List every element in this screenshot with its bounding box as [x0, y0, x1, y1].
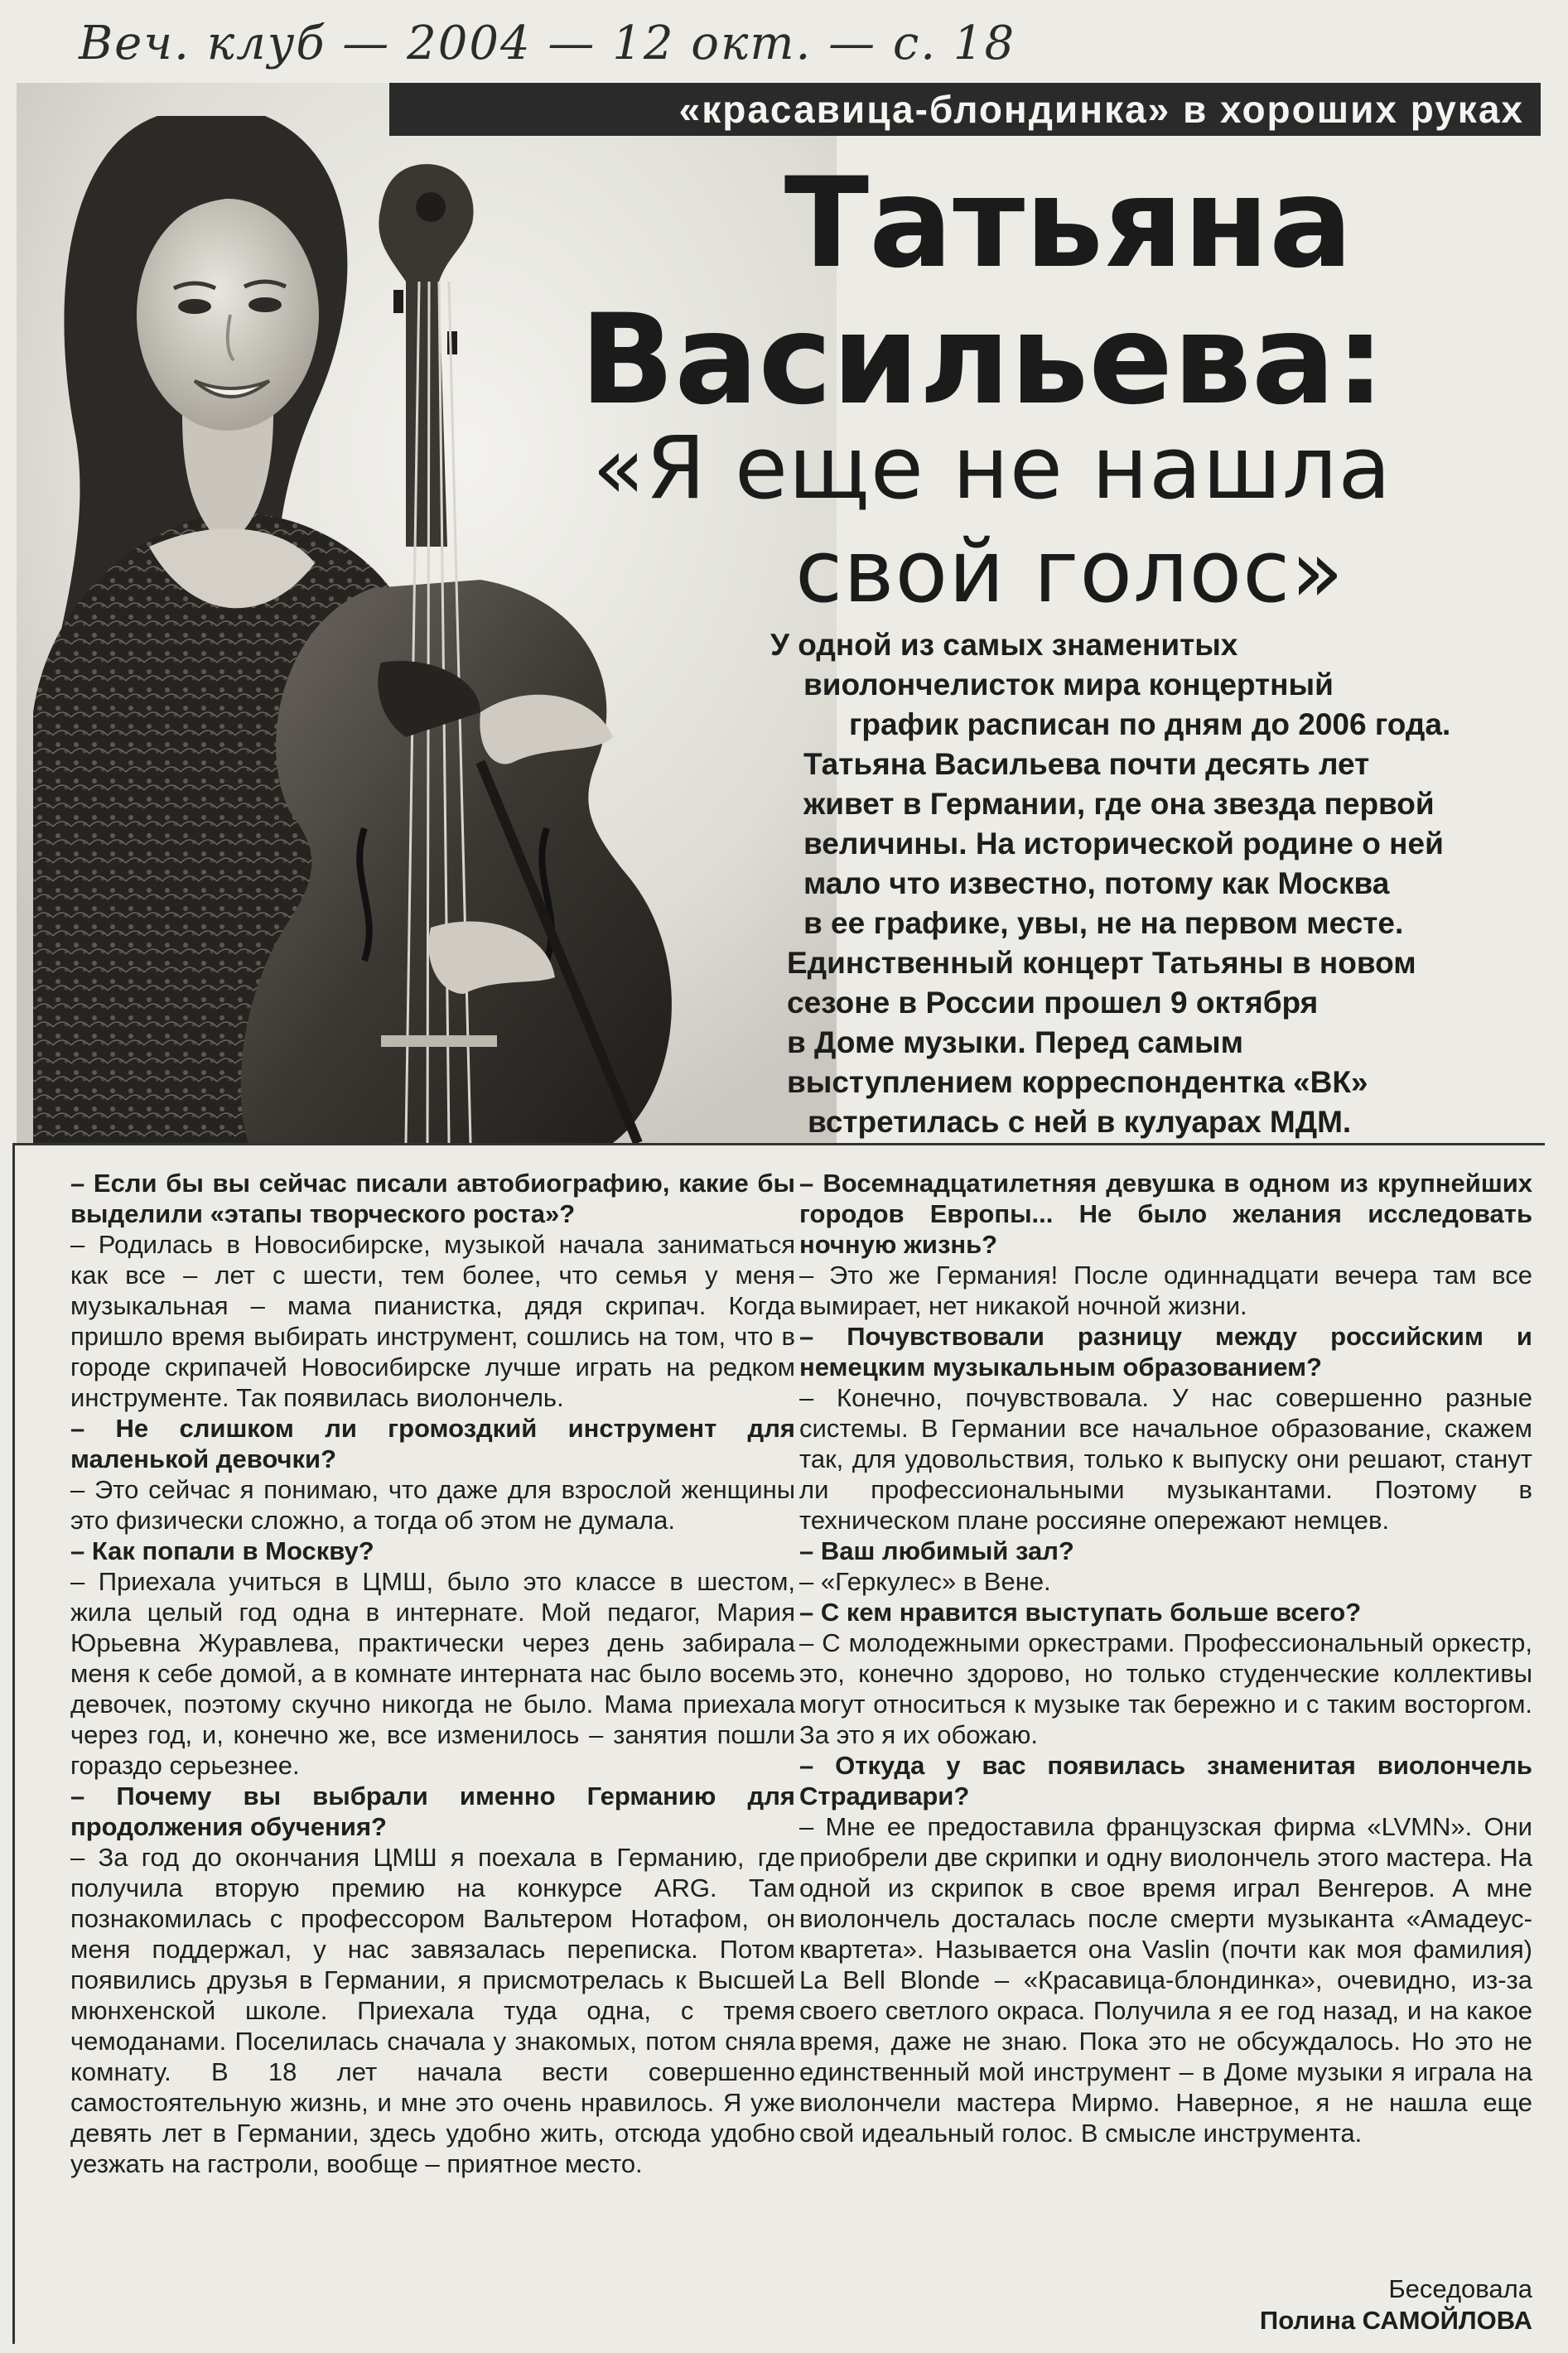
lead-line: сезоне в России прошел 9 октября — [787, 986, 1319, 1020]
interview-answer: – С молодежными оркестрами. Профессиональный оркестр, это, конечно здорово, но только студенческие коллективы могут относиться к музыке так бережно и с таким восторгом. За это я их обожаю. — [799, 1628, 1532, 1749]
interview-question: – Почувствовали разницу между российским и немецким музыкальным образованием? — [799, 1322, 1532, 1381]
interview-question: – Восемнадцатилетняя девушка в одном из крупнейших городов Европы... Не было желания исследовать ночную жизнь? — [799, 1169, 1532, 1259]
interview-question: – Не слишком ли громоздкий инструмент для маленькой девочки? — [70, 1414, 795, 1473]
interview-answer: – Это сейчас я понимаю, что даже для взрослой женщины это физически сложно, а тогда об этом не думала. — [70, 1475, 795, 1535]
lead-line: Единственный концерт Татьяны в новом — [787, 946, 1416, 980]
lead-paragraph — [770, 625, 1541, 1142]
interview-answer: – Родилась в Новосибирске, музыкой начала заниматься как все – лет с шести, тем более, что семья у меня музыкальная – мама пианистка, дядя скрипач. Когда пришло время выбирать инструмент, сошлись на том, что в городе скрипачей Новосибирске лучше играть на редком инструменте. Так появилась виолончель. — [70, 1230, 795, 1412]
byline-role: Беседовала — [1388, 2274, 1532, 2303]
lead-line: мало что известно, потому как Москва — [803, 866, 1390, 900]
lead-line: У одной из самых знаменитых — [770, 628, 1238, 662]
lead-line: живет в Германии, где она звезда первой — [803, 787, 1435, 821]
interview-question: – Как попали в Москву? — [70, 1536, 374, 1565]
interview-question: – Почему вы выбрали именно Германию для продолжения обучения? — [70, 1782, 795, 1841]
interview-answer: – Конечно, почувствовала. У нас совершенно разные системы. В Германии все начальное образование, скажем так, для удовольствия, только к выпуску они решают, станут ли профессиональными музыкантами. Поэтому в техническом плане россияне опережают немцев. — [799, 1383, 1532, 1535]
lead-line: виолончелисток мира концертный — [803, 668, 1334, 702]
interview-question: – Если бы вы сейчас писали автобиографию, какие бы выделили «этапы творческого роста»? — [70, 1169, 795, 1228]
interview-question: – С кем нравится выступать больше всего? — [799, 1598, 1362, 1627]
lead-line: Татьяна Васильева почти десять лет — [803, 747, 1370, 781]
interview-question: – Ваш любимый зал? — [799, 1536, 1074, 1565]
interview-answer: – Мне ее предоставила французская фирма «LVMN». Они приобрели две скрипки и одну виолончель этого мастера. На одной из скрипок в свое время играл Венгеров. А мне виолончель досталась после смерти музыканта «Амадеус-квартета». Называется она Vaslin (почти как моя фамилия) La Bell Blonde – «Красавица-блондинка», очевидно, из-за своего светлого окраса. Получила я ее год назад, и на какое время, даже не знаю. Пока это не обсуждалось. Но это не единственный мой инструмент – в Доме музыки я играла на виолончели мастера Мирмо. Наверное, я не нашла еще свой идеальный голос. В смысле инструмента. — [799, 1812, 1532, 2148]
lead-line: выступлением корреспондентка «ВК» — [787, 1065, 1368, 1099]
interview-question: – Откуда у вас появилась знаменитая виолончель Страдивари? — [799, 1751, 1532, 1811]
interview-answer: – «Геркулес» в Вене. — [799, 1567, 1051, 1596]
interview-answer: – Это же Германия! После одиннадцати вечера там все вымирает, нет никакой ночной жизни. — [799, 1261, 1532, 1320]
headline-quote-line-2: свой голос» — [795, 521, 1344, 622]
headline-name-first: Татьяна — [784, 152, 1353, 296]
byline — [1143, 2273, 1532, 2336]
lead-line: график расписан по дням до 2006 года. — [849, 707, 1451, 741]
rubric-bar: «красавица-блондинка» в хороших руках — [389, 83, 1541, 136]
lead-line: в Доме музыки. Перед самым — [787, 1025, 1244, 1059]
interview-column-right — [799, 1168, 1532, 2148]
interview-column-left — [70, 1168, 795, 2179]
lead-line: встретилась с ней в кулуарах МДМ. — [808, 1105, 1352, 1139]
divider-vertical — [12, 1143, 15, 2344]
byline-author: Полина САМОЙЛОВА — [1259, 2306, 1532, 2335]
lead-line: величины. На исторической родине о ней — [803, 827, 1444, 861]
lead-line: в ее графике, увы, не на первом месте. — [803, 906, 1404, 940]
divider-horizontal — [12, 1143, 1545, 1145]
handwritten-note: Веч. клуб — 2004 — 12 окт. — с. 18 — [79, 17, 1016, 70]
interview-answer: – За год до окончания ЦМШ я поехала в Германию, где получила вторую премию на конкурсе ARG. Там познакомилась с профессором Вальтером Нотафом, он меня поддержал, у нас завязалась переписка. Потом появились друзья в Германии, я присмотрелась к Высшей мюнхенской школе. Приехала туда одна, с тремя чемоданами. Поселилась сначала у знакомых, потом сняла комнату. В 18 лет начала вести совершенно самостоятельную жизнь, и мне это очень нравилось. Я уже девять лет в Германии, здесь удобно жить, отсюда удобно уезжать на гастроли, вообще – приятное место. — [70, 1843, 795, 2178]
headline-quote-line-1: «Я еще не нашла — [592, 417, 1392, 518]
interview-answer: – Приехала учиться в ЦМШ, было это классе в шестом, жила целый год одна в интернате. Мой педагог, Мария Юрьевна Журавлева, практически через день забирала меня к себе домой, а в комнате интерната нас было восемь девочек, поэтому скучно никогда не было. Мама приехала через год, и, конечно же, все изменилось – занятия пошли гораздо серьезнее. — [70, 1567, 795, 1780]
headline-name-last: Васильева: — [580, 288, 1386, 432]
